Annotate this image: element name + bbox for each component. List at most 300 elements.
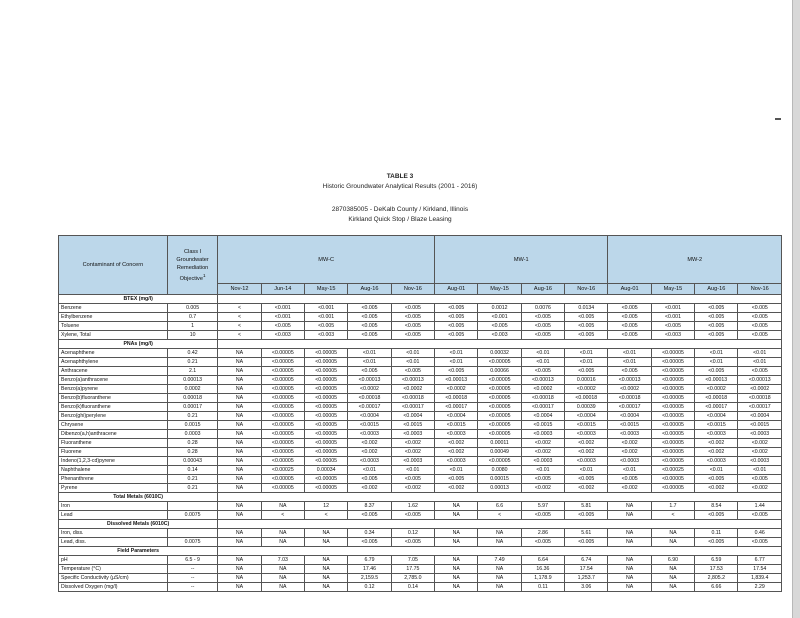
result-cell: <0.00005 <box>304 403 347 412</box>
result-cell: NA <box>608 583 651 592</box>
result-cell: <0.005 <box>391 322 434 331</box>
table-row <box>59 331 782 340</box>
result-cell: <0.00005 <box>478 412 521 421</box>
result-cell: 1,253.7 <box>565 574 608 583</box>
objective-value: 0.00018 <box>167 394 217 403</box>
result-cell: 17.54 <box>738 565 782 574</box>
result-cell: <0.005 <box>565 331 608 340</box>
result-cell: <0.005 <box>695 322 738 331</box>
result-cell: <0.002 <box>695 448 738 457</box>
result-cell: <0.00018 <box>608 394 651 403</box>
result-cell: NA <box>608 511 651 520</box>
result-cell: <0.0002 <box>738 385 782 394</box>
result-cell: <0.005 <box>695 538 738 547</box>
section-filler <box>218 547 782 556</box>
result-cell: <0.00013 <box>608 376 651 385</box>
result-cell: <0.0002 <box>435 385 478 394</box>
result-cell: NA <box>435 529 478 538</box>
result-cell: NA <box>218 538 261 547</box>
result-cell: <0.00017 <box>391 403 434 412</box>
result-cell: <0.002 <box>348 448 391 457</box>
result-cell: NA <box>218 529 261 538</box>
result-cell: <0.005 <box>391 304 434 313</box>
objective-value: 0.28 <box>167 448 217 457</box>
objective-value: 0.00043 <box>167 457 217 466</box>
result-cell: <0.002 <box>348 484 391 493</box>
analyte-name: Benzo(ghi)perylene <box>59 412 168 421</box>
result-cell: <0.002 <box>521 448 564 457</box>
result-cell: < <box>651 511 694 520</box>
result-cell: <0.00005 <box>304 385 347 394</box>
result-cell: NA <box>261 538 304 547</box>
result-cell: <0.00005 <box>651 394 694 403</box>
result-cell: NA <box>435 502 478 511</box>
result-cell: <0.005 <box>391 313 434 322</box>
result-cell: <0.002 <box>391 484 434 493</box>
result-cell: <0.005 <box>608 313 651 322</box>
result-cell: <0.01 <box>738 349 782 358</box>
analyte-name: Fluoranthene <box>59 439 168 448</box>
result-cell: < <box>304 511 347 520</box>
result-cell: 0.12 <box>348 583 391 592</box>
result-cell: NA <box>218 439 261 448</box>
result-cell: NA <box>608 556 651 565</box>
result-cell: 7.05 <box>391 556 434 565</box>
result-cell: NA <box>435 565 478 574</box>
result-cell: <0.0003 <box>435 457 478 466</box>
result-cell: 6.79 <box>348 556 391 565</box>
result-cell: NA <box>261 574 304 583</box>
result-cell: <0.00018 <box>348 394 391 403</box>
result-cell: 0.00013 <box>478 484 521 493</box>
table-row <box>59 358 782 367</box>
result-cell: <0.002 <box>391 448 434 457</box>
objective-value: 0.21 <box>167 412 217 421</box>
section-header-row <box>59 547 782 556</box>
result-cell: NA <box>218 466 261 475</box>
result-cell: <0.00018 <box>565 394 608 403</box>
result-cell: <0.00005 <box>651 412 694 421</box>
result-cell: NA <box>218 403 261 412</box>
result-cell: <0.002 <box>608 448 651 457</box>
date-header: Aug-01 <box>608 284 651 295</box>
result-cell: 0.12 <box>391 529 434 538</box>
section-header-row <box>59 295 782 304</box>
analyte-name: Acenaphthylene <box>59 358 168 367</box>
result-cell: <0.00005 <box>304 448 347 457</box>
result-cell: <0.005 <box>521 511 564 520</box>
result-cell: <0.002 <box>695 484 738 493</box>
result-cell: <0.00005 <box>261 385 304 394</box>
result-cell: <0.01 <box>738 466 782 475</box>
result-cell: <0.001 <box>261 304 304 313</box>
result-cell: <0.00005 <box>261 349 304 358</box>
result-cell: <0.01 <box>695 466 738 475</box>
objective-value <box>167 502 217 511</box>
analyte-name: Benzo(b)fluoranthene <box>59 394 168 403</box>
result-cell: 0.14 <box>391 583 434 592</box>
result-cell: NA <box>218 502 261 511</box>
result-cell: 0.00034 <box>304 466 347 475</box>
result-cell: <0.002 <box>738 484 782 493</box>
result-cell: <0.005 <box>738 331 782 340</box>
result-cell: <0.005 <box>695 331 738 340</box>
result-cell: <0.00005 <box>478 358 521 367</box>
result-cell: <0.00005 <box>261 448 304 457</box>
result-cell: <0.01 <box>521 466 564 475</box>
result-cell: NA <box>218 367 261 376</box>
result-cell: <0.01 <box>565 466 608 475</box>
result-cell: <0.01 <box>565 358 608 367</box>
analyte-name: Temperature (°C) <box>59 565 168 574</box>
result-cell: <0.005 <box>348 475 391 484</box>
result-cell: <0.01 <box>391 358 434 367</box>
result-cell: 0.46 <box>738 529 782 538</box>
result-cell: <0.0003 <box>608 430 651 439</box>
result-cell: <0.0004 <box>738 412 782 421</box>
result-cell: <0.00017 <box>435 403 478 412</box>
result-cell: <0.00005 <box>651 403 694 412</box>
result-cell: NA <box>218 511 261 520</box>
result-cell: 2,785.0 <box>391 574 434 583</box>
result-cell: <0.00005 <box>304 376 347 385</box>
result-cell: NA <box>435 583 478 592</box>
result-cell: NA <box>261 502 304 511</box>
result-cell: <0.005 <box>565 511 608 520</box>
result-cell: <0.0015 <box>695 421 738 430</box>
table-row <box>59 511 782 520</box>
result-cell: <0.003 <box>651 331 694 340</box>
result-cell: <0.00005 <box>261 358 304 367</box>
result-cell: <0.00018 <box>521 394 564 403</box>
result-cell: <0.01 <box>521 349 564 358</box>
result-cell: NA <box>304 583 347 592</box>
result-cell: <0.00005 <box>304 349 347 358</box>
result-cell: 17.54 <box>565 565 608 574</box>
result-cell: <0.00005 <box>261 439 304 448</box>
result-cell: <0.001 <box>478 313 521 322</box>
result-cell: <0.00005 <box>651 430 694 439</box>
result-cell: <0.002 <box>608 439 651 448</box>
analyte-name: Acenaphthene <box>59 349 168 358</box>
result-cell: NA <box>218 394 261 403</box>
well-header-mw-2: MW-2 <box>608 236 782 284</box>
result-cell: <0.01 <box>348 466 391 475</box>
result-cell: <0.005 <box>348 313 391 322</box>
result-cell: <0.0002 <box>695 385 738 394</box>
result-cell: NA <box>608 502 651 511</box>
result-cell: NA <box>304 556 347 565</box>
result-cell: NA <box>651 583 694 592</box>
result-cell: <0.005 <box>391 538 434 547</box>
result-cell: <0.005 <box>521 331 564 340</box>
result-cell: 17.53 <box>695 565 738 574</box>
result-cell: < <box>218 322 261 331</box>
result-cell: <0.005 <box>435 313 478 322</box>
analyte-name: Fluorene <box>59 448 168 457</box>
result-cell: 2.86 <box>521 529 564 538</box>
date-header: Jun-14 <box>261 284 304 295</box>
result-cell: <0.00005 <box>478 430 521 439</box>
result-cell: 0.00011 <box>478 439 521 448</box>
result-cell: 2,159.5 <box>348 574 391 583</box>
analyte-name: Benzo(a)pyrene <box>59 385 168 394</box>
result-cell: NA <box>304 529 347 538</box>
result-cell: <0.0003 <box>348 430 391 439</box>
result-cell: NA <box>608 538 651 547</box>
table-row <box>59 367 782 376</box>
result-cell: <0.01 <box>695 358 738 367</box>
analyte-name: Chrysene <box>59 421 168 430</box>
result-cell: <0.005 <box>391 475 434 484</box>
result-cell: <0.005 <box>738 511 782 520</box>
scan-edge-shadow <box>792 0 800 618</box>
result-cell: <0.00005 <box>651 385 694 394</box>
result-cell: <0.0004 <box>521 412 564 421</box>
objective-value <box>167 529 217 538</box>
result-cell: 8.54 <box>695 502 738 511</box>
result-cell: <0.01 <box>521 358 564 367</box>
objective-value: 1 <box>167 322 217 331</box>
result-cell: <0.00018 <box>738 394 782 403</box>
result-cell: NA <box>218 349 261 358</box>
result-cell: NA <box>218 358 261 367</box>
table-row <box>59 349 782 358</box>
result-cell: <0.00005 <box>261 475 304 484</box>
result-cell: <0.005 <box>565 367 608 376</box>
result-cell: <0.00005 <box>261 412 304 421</box>
result-cell: <0.0003 <box>565 457 608 466</box>
result-cell: 6.64 <box>521 556 564 565</box>
result-cell: <0.002 <box>738 448 782 457</box>
scan-mark <box>775 118 781 120</box>
analyte-name: Benzo(k)fluoranthene <box>59 403 168 412</box>
result-cell: <0.005 <box>521 367 564 376</box>
result-cell: <0.005 <box>608 367 651 376</box>
result-cell: <0.0003 <box>695 457 738 466</box>
analyte-name: Lead, diss. <box>59 538 168 547</box>
result-cell: <0.005 <box>565 538 608 547</box>
result-cell: <0.0015 <box>391 421 434 430</box>
objective-value: 0.005 <box>167 304 217 313</box>
result-cell: 1,839.4 <box>738 574 782 583</box>
result-cell: <0.00005 <box>651 349 694 358</box>
result-cell: <0.0004 <box>565 412 608 421</box>
result-cell: <0.001 <box>304 304 347 313</box>
result-cell: <0.005 <box>695 304 738 313</box>
table-row <box>59 403 782 412</box>
result-cell: <0.005 <box>435 322 478 331</box>
section-title: Dissolved Metals (6010C) <box>59 520 218 529</box>
result-cell: 6.77 <box>738 556 782 565</box>
result-cell: <0.00005 <box>261 367 304 376</box>
result-cell: NA <box>218 376 261 385</box>
result-cell: <0.005 <box>738 475 782 484</box>
date-header: Aug-01 <box>435 284 478 295</box>
result-cell: <0.005 <box>608 331 651 340</box>
contaminant-header: Contaminant of Concern <box>59 236 168 295</box>
result-cell: <0.0002 <box>348 385 391 394</box>
result-cell: <0.01 <box>348 349 391 358</box>
date-header: May-15 <box>478 284 521 295</box>
result-cell: <0.0003 <box>695 430 738 439</box>
result-cell: <0.005 <box>695 511 738 520</box>
result-cell: <0.005 <box>521 313 564 322</box>
result-cell: NA <box>218 412 261 421</box>
result-cell: <0.0002 <box>608 385 651 394</box>
result-cell: 0.0080 <box>478 466 521 475</box>
result-cell: <0.0015 <box>348 421 391 430</box>
result-cell: <0.005 <box>738 304 782 313</box>
result-cell: <0.005 <box>261 322 304 331</box>
objective-value: -- <box>167 574 217 583</box>
result-cell: <0.00005 <box>478 403 521 412</box>
result-cell: <0.00005 <box>304 367 347 376</box>
objective-value: -- <box>167 565 217 574</box>
result-cell: <0.01 <box>695 349 738 358</box>
section-title: Field Parameters <box>59 547 218 556</box>
result-cell: <0.00005 <box>651 448 694 457</box>
result-cell: <0.00017 <box>521 403 564 412</box>
result-cell: NA <box>261 529 304 538</box>
date-header: Nov-12 <box>218 284 261 295</box>
result-cell: <0.0003 <box>608 457 651 466</box>
result-cell: NA <box>435 538 478 547</box>
result-cell: 1,178.9 <box>521 574 564 583</box>
result-cell: NA <box>608 529 651 538</box>
result-cell: <0.00005 <box>478 421 521 430</box>
analyte-name: Dibenzo(a,h)anthracene <box>59 430 168 439</box>
analyte-name: Pyrene <box>59 484 168 493</box>
table-row <box>59 484 782 493</box>
result-cell: <0.01 <box>348 358 391 367</box>
result-cell: 17.46 <box>348 565 391 574</box>
result-cell: <0.0003 <box>435 430 478 439</box>
table-row <box>59 304 782 313</box>
result-cell: NA <box>608 565 651 574</box>
result-cell: <0.005 <box>521 322 564 331</box>
objective-value: 6.5 - 9 <box>167 556 217 565</box>
result-cell: NA <box>218 430 261 439</box>
result-cell: <0.00013 <box>435 376 478 385</box>
result-cell: <0.00005 <box>261 430 304 439</box>
analyte-name: Indeno(1,2,3-cd)pyrene <box>59 457 168 466</box>
result-cell: NA <box>218 421 261 430</box>
result-cell: <0.0004 <box>695 412 738 421</box>
section-header-row <box>59 520 782 529</box>
table-row <box>59 466 782 475</box>
result-cell: <0.005 <box>304 322 347 331</box>
result-cell: <0.002 <box>435 448 478 457</box>
result-cell: <0.003 <box>304 331 347 340</box>
result-cell: <0.002 <box>435 439 478 448</box>
objective-value: 0.14 <box>167 466 217 475</box>
table-row <box>59 502 782 511</box>
objective-value: 0.00013 <box>167 376 217 385</box>
result-cell: <0.001 <box>651 313 694 322</box>
section-filler <box>218 340 782 349</box>
analyte-name: Anthracene <box>59 367 168 376</box>
result-cell: <0.0004 <box>435 412 478 421</box>
result-cell: <0.00005 <box>651 376 694 385</box>
result-cell: 2.29 <box>738 583 782 592</box>
table-row <box>59 583 782 592</box>
result-cell: <0.00005 <box>261 394 304 403</box>
analyte-name: Phenanthrene <box>59 475 168 484</box>
objective-value: 0.28 <box>167 439 217 448</box>
date-header: Nov-16 <box>565 284 608 295</box>
result-cell: <0.00005 <box>478 385 521 394</box>
objective-footnote: 1 <box>202 272 206 278</box>
result-cell: 1.44 <box>738 502 782 511</box>
result-cell: 0.00016 <box>565 376 608 385</box>
result-cell: <0.005 <box>521 475 564 484</box>
result-cell: NA <box>478 583 521 592</box>
objective-value: 0.21 <box>167 484 217 493</box>
result-cell: NA <box>261 565 304 574</box>
result-cell: <0.00005 <box>304 484 347 493</box>
result-cell: <0.005 <box>521 538 564 547</box>
table-row <box>59 421 782 430</box>
result-cell: 0.0076 <box>521 304 564 313</box>
date-header: Aug-16 <box>348 284 391 295</box>
result-cell: NA <box>478 574 521 583</box>
analyte-name: Ethylbenzene <box>59 313 168 322</box>
result-cell: < <box>261 511 304 520</box>
result-cell: <0.00005 <box>304 412 347 421</box>
result-cell: <0.002 <box>435 484 478 493</box>
result-cell: <0.005 <box>608 322 651 331</box>
date-header: May-15 <box>651 284 694 295</box>
result-cell: <0.005 <box>695 475 738 484</box>
result-cell: <0.00018 <box>435 394 478 403</box>
result-cell: <0.0015 <box>738 421 782 430</box>
objective-value: 0.0015 <box>167 421 217 430</box>
table-row <box>59 448 782 457</box>
result-cell: 1.7 <box>651 502 694 511</box>
table-row <box>59 394 782 403</box>
result-cell: <0.005 <box>651 322 694 331</box>
result-cell: <0.0015 <box>435 421 478 430</box>
result-cell: NA <box>651 565 694 574</box>
result-cell: NA <box>608 574 651 583</box>
result-cell: <0.00017 <box>348 403 391 412</box>
result-cell: <0.00005 <box>651 484 694 493</box>
result-cell: <0.00013 <box>348 376 391 385</box>
analyte-name: Naphthalene <box>59 466 168 475</box>
analyte-name: Dissolved Oxygen (mg/l) <box>59 583 168 592</box>
table-title: Historic Groundwater Analytical Results (2001 - 2016) <box>322 183 478 190</box>
result-cell: 0.00032 <box>478 349 521 358</box>
result-cell: NA <box>218 457 261 466</box>
analyte-name: Iron, diss. <box>59 529 168 538</box>
result-cell: < <box>218 331 261 340</box>
result-cell: <0.002 <box>695 439 738 448</box>
result-cell: 5.81 <box>565 502 608 511</box>
result-cell: <0.002 <box>565 448 608 457</box>
result-cell: <0.0002 <box>565 385 608 394</box>
result-cell: <0.00018 <box>391 394 434 403</box>
result-cell: <0.005 <box>435 475 478 484</box>
result-cell: <0.00005 <box>304 394 347 403</box>
result-cell: 6.74 <box>565 556 608 565</box>
date-header: Aug-16 <box>521 284 564 295</box>
result-cell: NA <box>478 538 521 547</box>
result-cell: <0.01 <box>608 466 651 475</box>
objective-value: 0.00017 <box>167 403 217 412</box>
result-cell: 8.37 <box>348 502 391 511</box>
result-cell: <0.00013 <box>521 376 564 385</box>
